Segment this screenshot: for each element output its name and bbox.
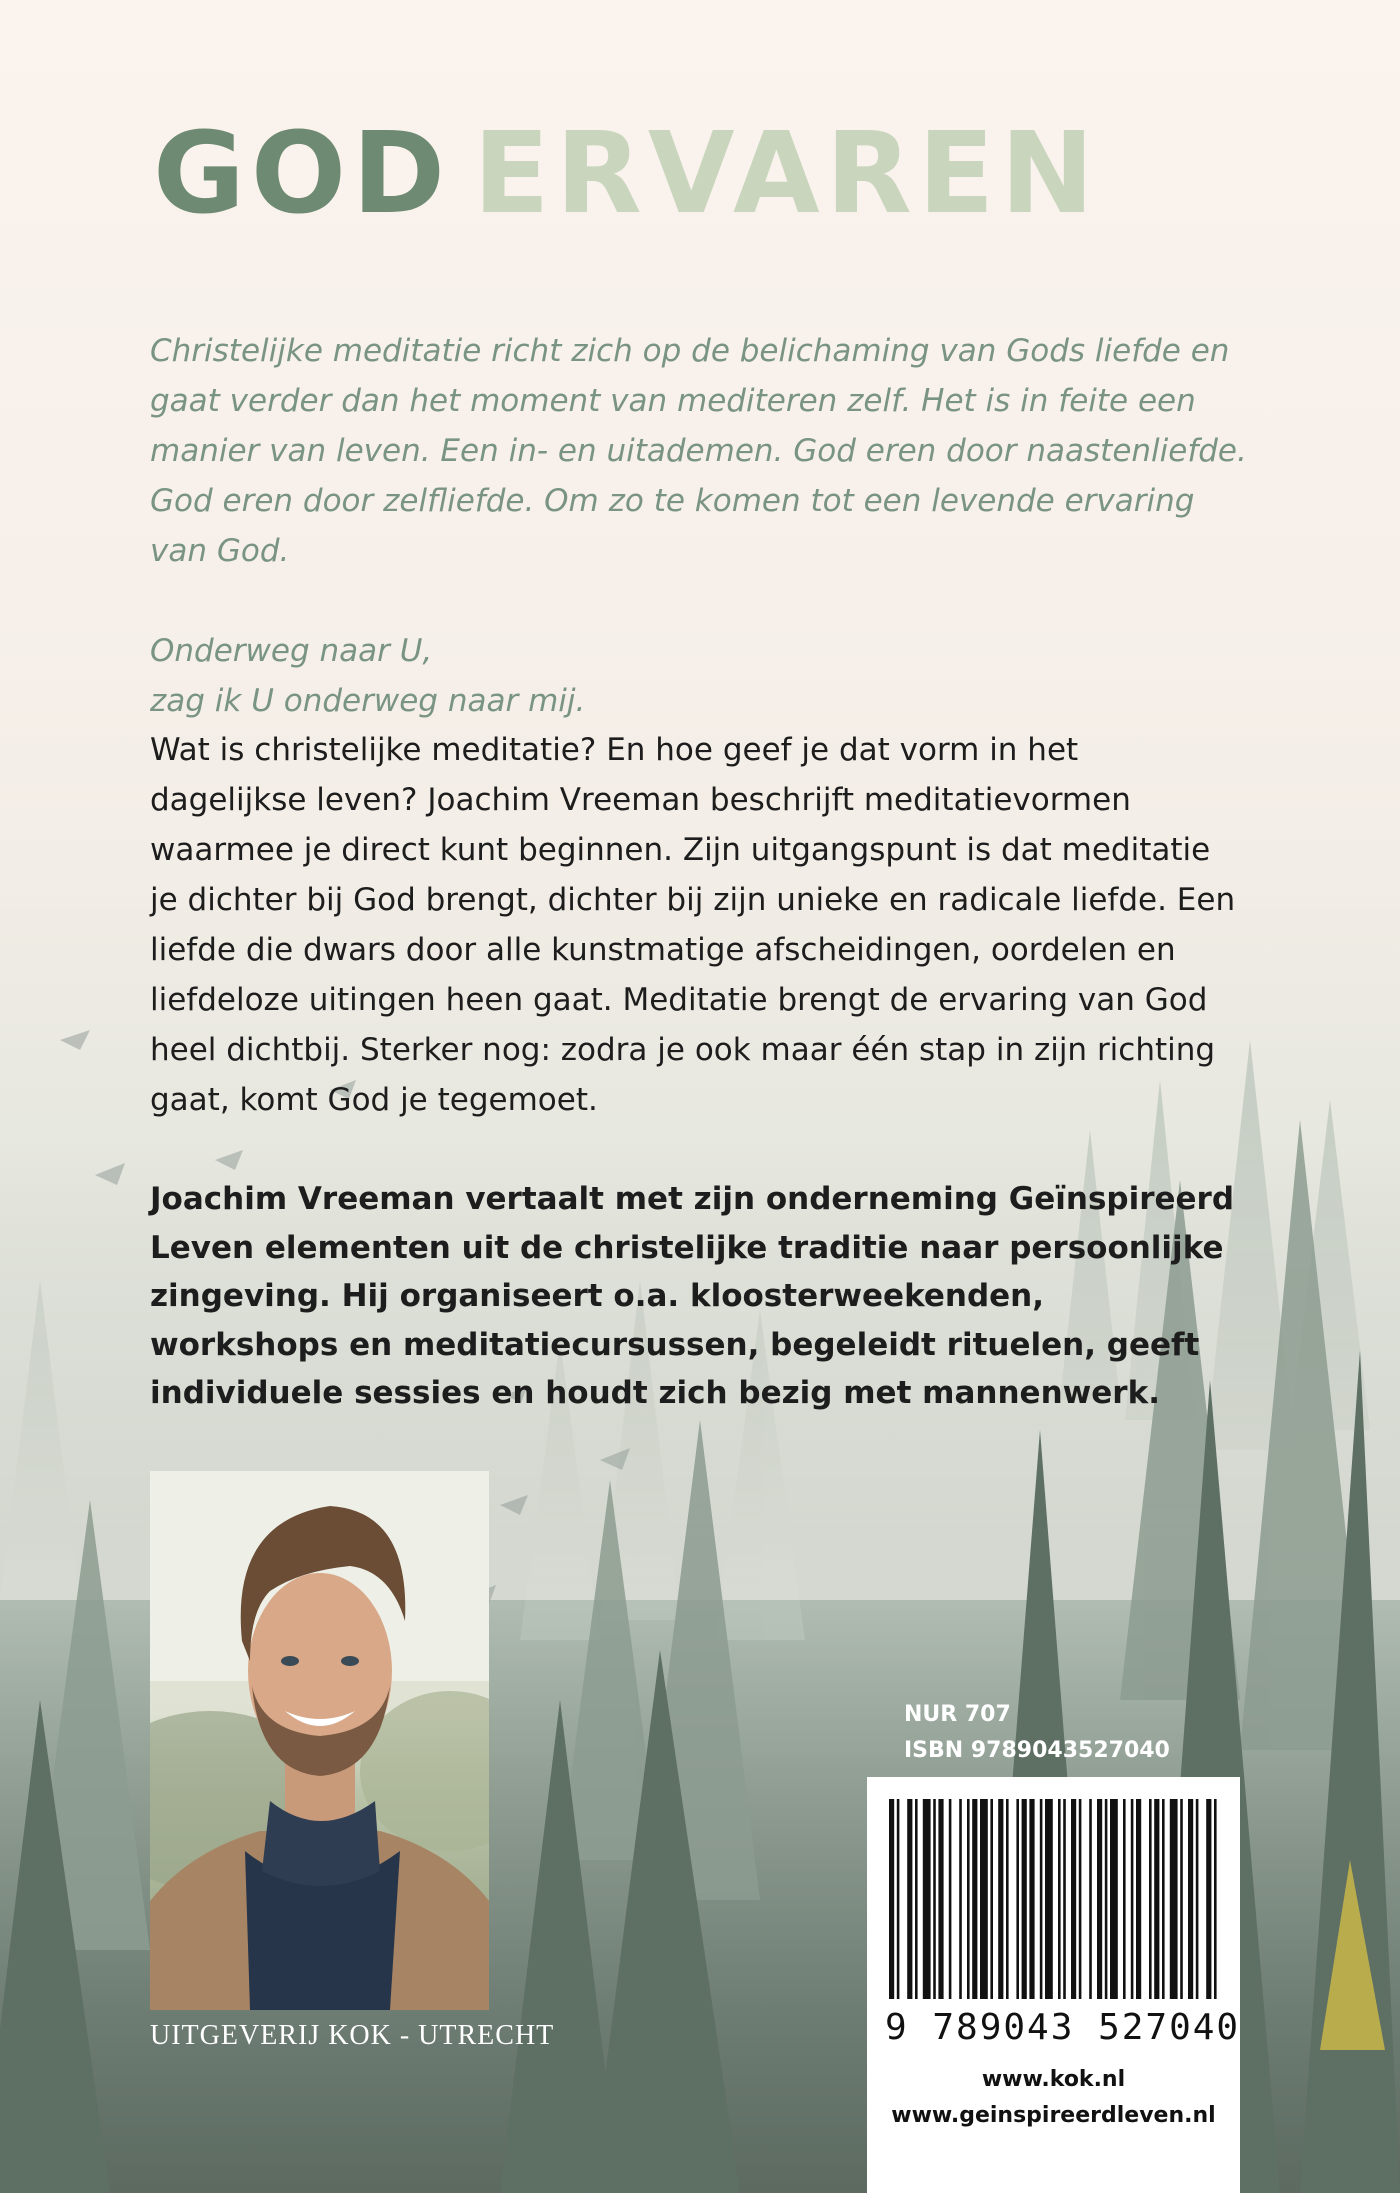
barcode-bar <box>923 1799 931 1999</box>
barcode-bar <box>980 1799 988 1999</box>
publisher-url[interactable]: www.kok.nl <box>981 2067 1126 2092</box>
barcode-bar <box>1058 1799 1061 1999</box>
barcode-bar <box>1029 1799 1034 1999</box>
barcode-bar <box>1214 1799 1217 1999</box>
intro-paragraph: Christelijke meditatie richt zich op de belichaming van Gods liefde en gaat verder dan het moment van mediteren zelf. Het is in feite een manier van leven. Een in- en uitademen. God eren door naastenliefde. God eren door zelfliefde. Om zo te komen tot een levende ervaring van God. <box>150 333 1247 569</box>
barcode-bar <box>1022 1799 1027 1999</box>
barcode-bar <box>1063 1799 1066 1999</box>
barcode-bar <box>1016 1799 1019 1999</box>
publisher-name: UITGEVERIJ KOK - UTRECHT <box>150 2020 555 2051</box>
barcode-bar <box>1136 1799 1141 1999</box>
poem-line-1: Onderweg naar U, <box>150 633 433 669</box>
intro-text <box>150 326 1250 726</box>
barcode-bar <box>1006 1799 1009 1999</box>
barcode-bar <box>1097 1799 1102 1999</box>
barcode-digits: 9 789043 527040 <box>885 2007 1241 2048</box>
description-paragraph: Wat is christelijke meditatie? En hoe geef je dat vorm in het dagelijkse leven? Joachim Vreeman beschrijft meditatievormen waarmee je direct kunt beginnen. Zijn uitgangspunt is dat meditatie je dichter bij God brengt, dichter bij zijn unieke en radicale liefde. Een liefde die dwars door alle kunstmatige afscheidingen, oordelen en liefdeloze uitingen heen gaat. Meditatie brengt de ervaring van God heel dichtbij. Sterker nog: zodra je ook maar één stap in zijn richting gaat, komt God je tegemoet. <box>150 732 1236 1118</box>
barcode-bar <box>1079 1799 1082 1999</box>
barcode-bar <box>1089 1799 1092 1999</box>
barcode-bar <box>1040 1799 1043 1999</box>
barcode-bar <box>949 1799 952 1999</box>
barcode-bar <box>897 1799 900 1999</box>
barcode-bar <box>1105 1799 1108 1999</box>
barcode-bar <box>967 1799 970 1999</box>
barcode-panel <box>867 1777 1240 2193</box>
barcode-bar <box>972 1799 977 1999</box>
title-word-ervaren: ERVAREN <box>473 109 1101 239</box>
barcode-bar <box>1188 1799 1193 1999</box>
author-photo <box>150 1471 489 2010</box>
poem <box>150 626 1250 726</box>
book-meta <box>904 1697 1170 1769</box>
barcode-bar <box>1110 1799 1118 1999</box>
barcode-bar <box>1154 1799 1159 1999</box>
barcode-bar <box>1180 1799 1183 1999</box>
barcode-bar <box>938 1799 943 1999</box>
barcode-bar <box>889 1799 894 1999</box>
barcode-bar <box>1131 1799 1134 1999</box>
barcode-bar <box>998 1799 1003 1999</box>
author-bio: Joachim Vreeman vertaalt met zijn onderneming Geïnspireerd Leven elementen uit de christelijke traditie naar persoonlijke zingeving. Hij organiseert o.a. kloosterweekenden, workshops en meditatiecursussen, begeleidt rituelen, geeft individuele sessies en houdt zich bezig met mannenwerk. <box>150 1181 1235 1411</box>
barcode-bar <box>1170 1799 1178 1999</box>
barcode-bar <box>1206 1799 1211 1999</box>
barcode-bar <box>907 1799 912 1999</box>
poem-line-2: zag ik U onderweg naar mij. <box>150 683 586 719</box>
barcode-bar <box>1196 1799 1199 1999</box>
barcode-bar <box>1149 1799 1152 1999</box>
book-title <box>153 109 1101 239</box>
barcode-bar <box>933 1799 936 1999</box>
body-text <box>150 725 1240 1418</box>
barcode-bar <box>959 1799 962 1999</box>
author-url[interactable]: www.geinspireerdleven.nl <box>891 2103 1216 2128</box>
barcode-bar <box>1045 1799 1053 1999</box>
title-word-god: GOD <box>153 109 452 239</box>
isbn-code: ISBN 9789043527040 <box>904 1738 1170 1763</box>
barcode-bar <box>1123 1799 1126 1999</box>
barcode-bar <box>915 1799 918 1999</box>
barcode <box>887 1799 1220 2009</box>
barcode-bar <box>1071 1799 1076 1999</box>
barcode-bar <box>1162 1799 1165 1999</box>
nur-code: NUR 707 <box>904 1702 1011 1727</box>
barcode-bar <box>990 1799 993 1999</box>
